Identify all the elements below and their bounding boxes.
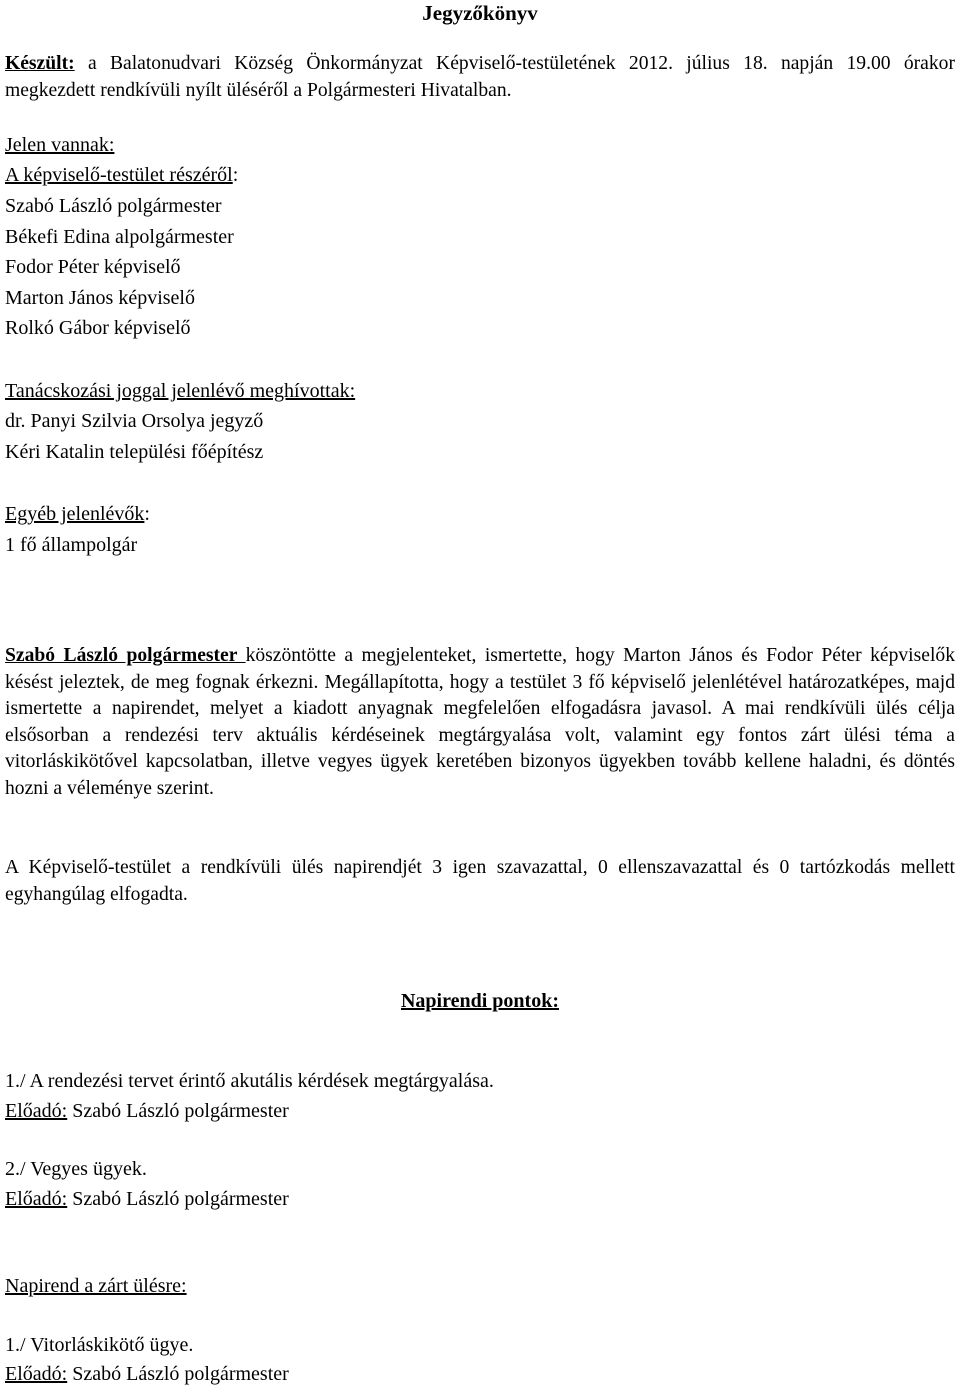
document-title: Jegyzőkönyv [422, 1, 538, 25]
present-member: Rolkó Gábor képviselő [5, 317, 191, 339]
intro-label: Készült: [5, 53, 75, 74]
present-heading: Jelen vannak: [5, 134, 115, 156]
present-group-label: A képviselő-testület részéről: [5, 164, 239, 186]
present-member: Békefi Edina alpolgármester [5, 226, 234, 248]
closed-item-title: 1./ Vitorláskikötő ügye. [5, 1334, 194, 1356]
advisory-heading: Tanácskozási joggal jelenlévő meghívottak: [5, 380, 356, 402]
present-member: Fodor Péter képviselő [5, 256, 181, 278]
others-member: 1 fő állampolgár [5, 534, 138, 556]
agenda-item-presenter: Előadó: Szabó László polgármester [5, 1100, 289, 1122]
closed-item-presenter: Előadó: Szabó László polgármester [5, 1363, 289, 1385]
intro-text: a Balatonudvari Község Önkormányzat Képviselő-testületének 2012. július 18. napján 19.00 órakor megkezdett rendkívüli nyílt üléséről a Polgármesteri Hivatalban. [5, 53, 955, 101]
advisory-member: Kéri Katalin települési főépítész [5, 441, 264, 463]
present-member: Szabó László polgármester [5, 195, 222, 217]
opening-paragraph: Szabó László polgármester köszöntötte a megjelenteket, ismertette, hogy Marton János és Fodor Péter képviselők késést jeleztek, de meg fognak érkezni. Megállapította, hogy a testület 3 fő képviselő jelenlétével határozatképes, majd ismertette a napirendet, melyet a kiadott anyagnak megfelelően elfogadásra javasol. A mai rendkívüli ülés célja elsősorban a rendezési terv aktuális kérdéseinek megtárgyalása volt, valamint egy fontos zárt ülési téma a vitorláskikötővel kapcsolatban, illetve vegyes ügyek keretében bizonyos ügyekben tovább kellene haladni, és döntés hozni a véleménye szerint. [5, 645, 955, 799]
agenda-heading: Napirendi pontok: [400, 990, 559, 1012]
vote-paragraph: A Képviselő-testület a rendkívüli ülés napirendjét 3 igen szavazattal, 0 ellenszavazattal és 0 tartózkodás mellett egyhangúlag elfogadta. [5, 857, 955, 905]
agenda-item-title: 1./ A rendezési tervet érintő akutális kérdések megtárgyalása. [5, 1070, 494, 1092]
others-heading: Egyéb jelenlévők: [5, 503, 150, 525]
agenda-item-title: 2./ Vegyes ügyek. [5, 1158, 147, 1180]
intro-paragraph [5, 51, 955, 104]
speaker-name: Szabó László polgármester [5, 645, 246, 666]
present-member: Marton János képviselő [5, 287, 195, 309]
advisory-member: dr. Panyi Szilvia Orsolya jegyző [5, 410, 264, 432]
closed-heading: Napirend a zárt ülésre: [5, 1275, 187, 1297]
agenda-item-presenter: Előadó: Szabó László polgármester [5, 1188, 289, 1210]
